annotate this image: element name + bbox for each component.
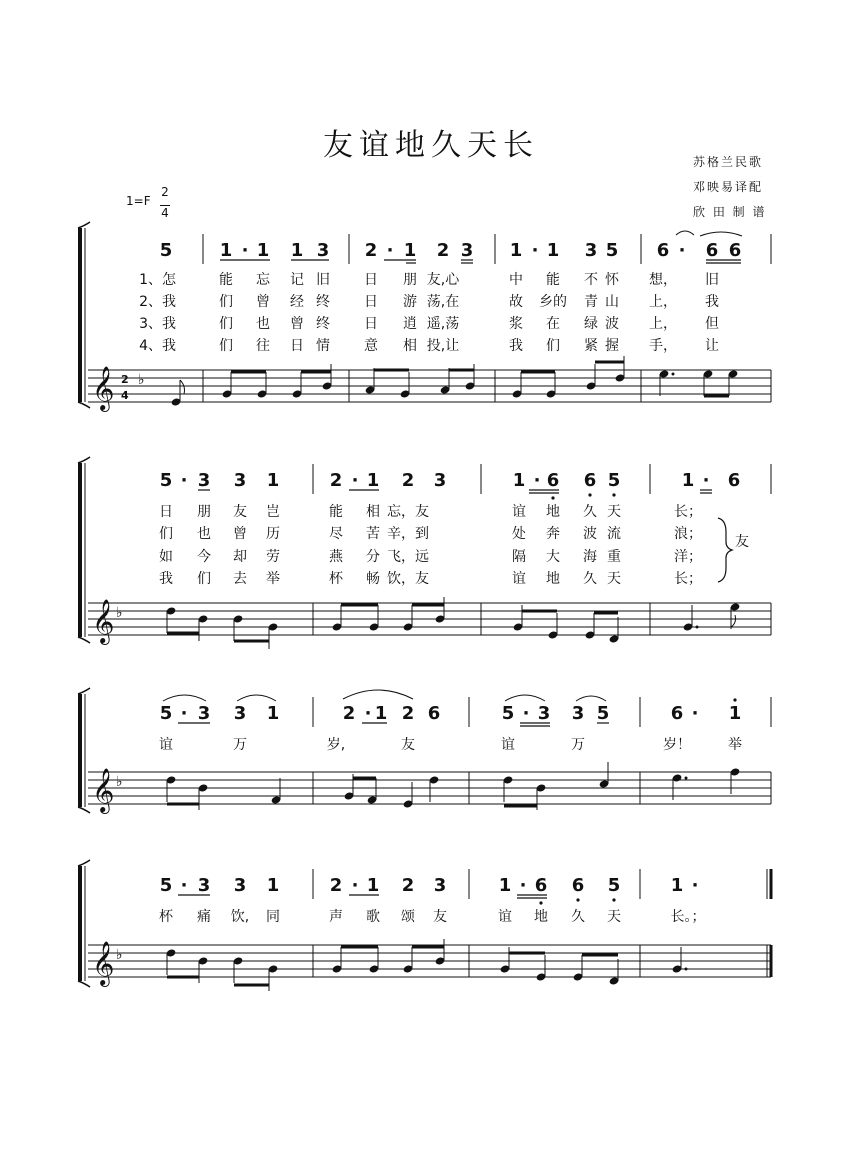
song-title: 友谊地久天长 xyxy=(323,128,539,163)
lyric-word: 山 xyxy=(605,294,619,310)
lyric-word: 天 xyxy=(607,504,621,520)
jianpu-note: 1 xyxy=(403,240,417,261)
lyric-word: 我 xyxy=(705,294,719,310)
lyric-word: 故 xyxy=(509,294,523,310)
lyric-word: 苦 xyxy=(366,526,380,542)
jianpu-note: 1 xyxy=(290,240,304,261)
lyric-word: 谊 xyxy=(501,737,515,753)
lyric-word: 游 xyxy=(403,294,417,310)
lyric-word: 投,让 xyxy=(426,338,460,354)
lyric-word: 辛，到 xyxy=(387,526,429,542)
lyric-word: 紧 xyxy=(584,338,598,354)
lyric-word: 天 xyxy=(607,571,621,587)
jianpu-note: 3 xyxy=(571,703,585,724)
lyric-word: 谊 xyxy=(498,909,512,925)
jianpu-note: 1 xyxy=(546,240,560,261)
lyric-word: 举 xyxy=(266,571,280,587)
jianpu-note: 1 xyxy=(219,240,233,261)
jianpu-note: 3 xyxy=(233,875,247,896)
credit-origin: 苏格兰民歌 xyxy=(693,155,764,169)
lyric-word: 燕 xyxy=(329,549,343,565)
slur-arc xyxy=(343,690,413,699)
bracket-hook-bottom xyxy=(78,637,90,643)
lyric-word: 声 xyxy=(329,909,343,925)
jianpu-note: 2 xyxy=(436,240,450,261)
jianpu-note: 5 xyxy=(596,703,610,724)
lyric-word: 们 xyxy=(219,294,233,310)
lyric-word: 尽 xyxy=(329,526,343,542)
jianpu-note: 6 xyxy=(670,703,684,724)
lyric-word: 能 xyxy=(329,504,343,520)
jianpu-note: · xyxy=(533,470,541,491)
lyric-word: 不 xyxy=(584,272,598,288)
jianpu-note: 6 xyxy=(427,703,441,724)
lyric-word: 谊 xyxy=(512,504,526,520)
tie-arc xyxy=(676,231,694,235)
lyric-word: 上， xyxy=(649,316,677,332)
jianpu-note: · xyxy=(691,875,699,896)
lyric-word: 处 xyxy=(512,526,526,542)
lyric-word: 如 xyxy=(159,549,173,565)
verse-brace xyxy=(718,518,732,582)
system-bracket xyxy=(78,228,82,402)
score-system-3 xyxy=(78,688,771,814)
jianpu-note: 3 xyxy=(197,470,211,491)
system-bracket xyxy=(78,866,82,981)
lyric-word: 岂 xyxy=(266,504,280,520)
score-system-1 xyxy=(78,222,771,412)
staff-time-top: 2 xyxy=(121,373,129,386)
lyric-word: 流 xyxy=(607,526,621,542)
lyric-word: 记 xyxy=(290,272,304,288)
slur-arc xyxy=(505,695,545,701)
lyric-word: 也 xyxy=(256,316,270,332)
jianpu-note: 2 xyxy=(329,875,343,896)
lyric-word: 长。； xyxy=(670,909,706,925)
jianpu-note: 6 xyxy=(571,875,585,896)
lyric-word: 让 xyxy=(705,338,719,354)
jianpu-note: 5 xyxy=(605,240,619,261)
lyric-word: 日 xyxy=(159,504,173,520)
lyric-word: 曾 xyxy=(256,294,270,310)
lyric-word: 劳 xyxy=(266,549,280,565)
lyric-word: 久 xyxy=(583,504,597,520)
lyric-word: 曾 xyxy=(290,316,304,332)
jianpu-note: 2 xyxy=(401,875,415,896)
jianpu-note: · xyxy=(364,703,372,724)
lyric-word: 今 xyxy=(197,549,211,565)
jianpu-note: 6 xyxy=(546,470,560,491)
jianpu-note: 1 xyxy=(681,470,695,491)
lyric-word: 2、我 xyxy=(139,294,176,310)
lyric-word: 想， xyxy=(649,272,677,288)
lyric-word: 手， xyxy=(649,338,677,354)
lyric-word: 朋 xyxy=(197,504,211,520)
jianpu-note: 3 xyxy=(197,875,211,896)
augmentation-dot xyxy=(672,373,675,376)
jianpu-note: 5 xyxy=(501,703,515,724)
lyric-word: 波 xyxy=(583,526,597,542)
lyric-word: 友 xyxy=(401,737,415,753)
jianpu-note: 1 xyxy=(366,470,380,491)
lyric-word: 颂 xyxy=(401,909,415,925)
lyric-word: 畅 xyxy=(366,571,380,587)
lyric-word: 1、怎 xyxy=(139,272,176,288)
staff-time-bottom: 4 xyxy=(121,389,129,402)
lyric-word: 隔 xyxy=(512,549,526,565)
credit-arranger: 欣 田 制 谱 xyxy=(693,205,767,219)
treble-clef-icon: 𝄞 xyxy=(92,599,115,643)
jianpu-note: 1 xyxy=(498,875,512,896)
jianpu-note: 1 xyxy=(512,470,526,491)
jianpu-note: 1 xyxy=(670,875,684,896)
slur-arc xyxy=(163,695,206,701)
bracket-hook-top xyxy=(78,457,90,463)
low-octave-dot xyxy=(576,898,579,901)
jianpu-note: 3 xyxy=(537,703,551,724)
lyric-word: 经 xyxy=(290,294,304,310)
system-bracket xyxy=(78,694,82,807)
lyric-word: 友,心 xyxy=(426,272,460,288)
lyric-word: 们 xyxy=(219,338,233,354)
lyric-word: 忘，友 xyxy=(387,504,429,520)
jianpu-note: 5 xyxy=(159,875,173,896)
slur-arc xyxy=(237,695,276,701)
jianpu-note: 1 xyxy=(266,703,280,724)
jianpu-note: 1 xyxy=(366,875,380,896)
jianpu-note: 6 xyxy=(534,875,548,896)
lyric-word: 久 xyxy=(571,909,585,925)
jianpu-note: 6 xyxy=(705,240,719,261)
lyric-word: 旧 xyxy=(316,272,330,288)
jianpu-note: · xyxy=(678,240,686,261)
augmentation-dot xyxy=(685,777,688,780)
lyric-word: 中 xyxy=(509,272,523,288)
lyric-word: 遥,荡 xyxy=(426,316,460,332)
lyric-word: 曾 xyxy=(233,526,247,542)
lyric-word: 在 xyxy=(546,316,560,332)
jianpu-note: · xyxy=(386,240,394,261)
lyric-word: 能 xyxy=(219,272,233,288)
time-signature-bottom: 4 xyxy=(161,206,169,220)
jianpu-note: · xyxy=(351,470,359,491)
key-signature-label: 1=F xyxy=(126,194,151,208)
jianpu-note: · xyxy=(531,240,539,261)
refrain-start-word: 友 xyxy=(735,534,749,550)
lyric-word: 们 xyxy=(546,338,560,354)
lyric-word: 我 xyxy=(509,338,523,354)
lyric-word: 洋； xyxy=(674,549,702,565)
lyric-word: 谊 xyxy=(159,737,173,753)
lyric-word: 往 xyxy=(256,338,270,354)
lyric-word: 友 xyxy=(233,504,247,520)
jianpu-note: 6 xyxy=(728,240,742,261)
lyric-word: 举 xyxy=(728,737,742,753)
lyric-word: 忘 xyxy=(256,272,270,288)
lyric-word: 日 xyxy=(364,294,378,310)
lyric-word: 青 xyxy=(584,294,598,310)
jianpu-note: 6 xyxy=(727,470,741,491)
lyric-word: 们 xyxy=(159,526,173,542)
lyric-word: 岁！ xyxy=(663,737,691,753)
flat-icon: ♭ xyxy=(138,372,145,388)
lyric-word: 地 xyxy=(534,909,548,925)
lyric-word: 天 xyxy=(607,909,621,925)
lyric-word: 波 xyxy=(605,316,619,332)
jianpu-note: 1 xyxy=(266,875,280,896)
jianpu-note: 3 xyxy=(433,470,447,491)
jianpu-note: 3 xyxy=(584,240,598,261)
jianpu-note: 3 xyxy=(197,703,211,724)
lyric-word: 久 xyxy=(583,571,597,587)
low-octave-dot xyxy=(551,496,554,499)
jianpu-note: 1 xyxy=(509,240,523,261)
jianpu-note: 5 xyxy=(159,703,173,724)
augmentation-dot xyxy=(696,626,699,629)
lyric-word: 杯 xyxy=(329,571,343,587)
low-octave-dot xyxy=(612,493,615,496)
lyric-word: 重 xyxy=(607,549,621,565)
jianpu-note: · xyxy=(180,703,188,724)
lyric-word: 日 xyxy=(290,338,304,354)
low-octave-dot xyxy=(588,493,591,496)
lyric-word: 情 xyxy=(316,338,330,354)
lyric-word: 长； xyxy=(674,571,702,587)
flat-icon: ♭ xyxy=(116,947,123,963)
lyric-word: 浪； xyxy=(674,526,702,542)
bracket-hook-top xyxy=(78,860,90,866)
jianpu-note: 3 xyxy=(233,703,247,724)
low-octave-dot xyxy=(612,898,615,901)
lyric-word: 飞，远 xyxy=(387,549,429,565)
jianpu-note: 2 xyxy=(401,470,415,491)
lyric-word: 海 xyxy=(583,549,597,565)
lyric-word: 饮, xyxy=(230,909,250,925)
lyric-word: 浆 xyxy=(509,316,523,332)
augmentation-dot xyxy=(685,968,688,971)
lyric-word: 日 xyxy=(364,272,378,288)
score-system-2 xyxy=(78,457,771,645)
treble-clef-icon: 𝄞 xyxy=(92,941,115,985)
jianpu-note: 1 xyxy=(266,470,280,491)
jianpu-note: 5 xyxy=(159,470,173,491)
jianpu-note: 2 xyxy=(329,470,343,491)
high-octave-dot xyxy=(733,698,736,701)
system-bracket xyxy=(78,463,82,637)
score-system-4 xyxy=(78,860,771,987)
jianpu-note: · xyxy=(351,875,359,896)
lyric-word: 去 xyxy=(233,571,247,587)
jianpu-note: 3 xyxy=(460,240,474,261)
lyric-word: 杯 xyxy=(159,909,173,925)
low-octave-dot xyxy=(539,901,542,904)
jianpu-note: · xyxy=(180,470,188,491)
jianpu-note: 5 xyxy=(159,240,173,261)
lyric-word: 逍 xyxy=(403,316,417,332)
lyric-word: 谊 xyxy=(512,571,526,587)
lyric-word: 奔 xyxy=(546,526,560,542)
jianpu-note: · xyxy=(691,703,699,724)
jianpu-note: 5 xyxy=(607,875,621,896)
lyric-word: 们 xyxy=(219,316,233,332)
jianpu-note: 3 xyxy=(433,875,447,896)
lyric-word: 终 xyxy=(316,316,330,332)
jianpu-note: 2 xyxy=(401,703,415,724)
lyric-word: 日 xyxy=(364,316,378,332)
bracket-hook-bottom xyxy=(78,981,90,987)
jianpu-note: 2 xyxy=(364,240,378,261)
treble-clef-icon: 𝄞 xyxy=(92,768,115,812)
lyric-word: 地 xyxy=(546,504,560,520)
lyric-word: 旧 xyxy=(705,272,719,288)
lyric-word: 4、我 xyxy=(139,338,176,354)
bracket-hook-top xyxy=(78,688,90,694)
jianpu-note: 1 xyxy=(728,703,742,724)
lyric-word: 我 xyxy=(159,571,173,587)
time-signature-top: 2 xyxy=(161,185,169,199)
lyric-word: 但 xyxy=(705,316,719,332)
lyric-word: 3、我 xyxy=(139,316,176,332)
note-flag xyxy=(180,380,185,394)
lyric-word: 饮，友 xyxy=(387,571,429,587)
jianpu-note: · xyxy=(702,470,710,491)
lyric-word: 怀 xyxy=(605,272,619,288)
jianpu-note: 3 xyxy=(233,470,247,491)
lyric-word: 大 xyxy=(546,549,560,565)
jianpu-note: 6 xyxy=(656,240,670,261)
slur-arc xyxy=(576,696,606,701)
lyric-word: 万 xyxy=(233,737,247,753)
jianpu-note: 3 xyxy=(316,240,330,261)
lyric-word: 朋 xyxy=(403,272,417,288)
jianpu-note: 2 xyxy=(342,703,356,724)
credit-translator: 邓映易译配 xyxy=(693,180,764,194)
lyric-word: 历 xyxy=(266,526,280,542)
flat-icon: ♭ xyxy=(116,605,123,621)
lyric-word: 地 xyxy=(546,571,560,587)
lyric-word: 歌 xyxy=(366,909,380,925)
lyric-word: 万 xyxy=(571,737,585,753)
jianpu-note: 1 xyxy=(256,240,270,261)
jianpu-note: 5 xyxy=(607,470,621,491)
lyric-word: 痛 xyxy=(197,909,211,925)
lyric-word: 却 xyxy=(233,549,247,565)
bracket-hook-top xyxy=(78,222,90,228)
bracket-hook-bottom xyxy=(78,807,90,813)
lyric-word: 长； xyxy=(674,504,702,520)
lyric-word: 握 xyxy=(605,338,619,354)
lyric-word: 绿 xyxy=(584,316,598,332)
jianpu-note: 6 xyxy=(583,470,597,491)
lyric-word: 意 xyxy=(364,338,378,354)
treble-clef-icon: 𝄞 xyxy=(92,366,115,410)
lyric-word: 相 xyxy=(366,504,380,520)
lyric-word: 友 xyxy=(433,909,447,925)
bracket-hook-bottom xyxy=(78,402,90,408)
lyric-word: 同 xyxy=(266,909,280,925)
lyric-word: 乡的 xyxy=(539,294,567,310)
flat-icon: ♭ xyxy=(116,774,123,790)
jianpu-note: · xyxy=(180,875,188,896)
lyric-word: 荡,在 xyxy=(426,294,460,310)
lyric-word: 分 xyxy=(366,549,380,565)
lyric-word: 能 xyxy=(546,272,560,288)
refrain-brace xyxy=(718,518,749,582)
tie-arc xyxy=(700,232,742,236)
jianpu-note: · xyxy=(241,240,249,261)
lyric-word: 上， xyxy=(649,294,677,310)
jianpu-note: · xyxy=(519,875,527,896)
lyric-word: 也 xyxy=(197,526,211,542)
lyric-word: 相 xyxy=(403,338,417,354)
lyric-word: 终 xyxy=(316,294,330,310)
lyric-word: 岁, xyxy=(326,737,346,753)
jianpu-note: 1 xyxy=(374,703,388,724)
jianpu-note: · xyxy=(522,703,530,724)
lyric-word: 们 xyxy=(197,571,211,587)
